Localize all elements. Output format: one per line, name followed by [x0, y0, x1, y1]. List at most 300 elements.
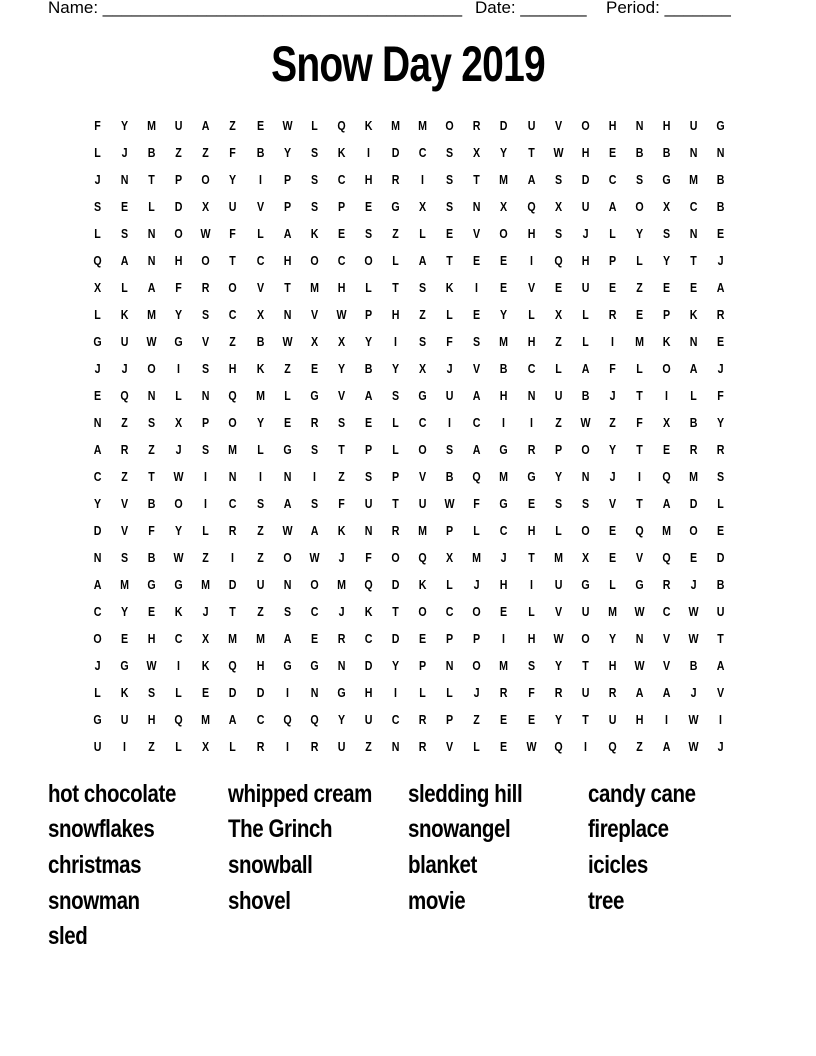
grid-letter[interactable]: E [121, 631, 129, 646]
grid-letter[interactable]: O [472, 604, 482, 619]
grid-letter[interactable]: R [391, 172, 400, 187]
grid-letter[interactable]: D [364, 658, 373, 673]
grid-letter[interactable]: P [364, 442, 373, 457]
grid-letter[interactable]: T [636, 442, 643, 457]
grid-letter[interactable]: V [662, 631, 671, 646]
grid-letter[interactable]: S [121, 550, 129, 565]
grid-letter[interactable]: W [282, 334, 293, 349]
grid-letter[interactable]: I [665, 712, 669, 727]
grid-letter[interactable]: M [634, 334, 644, 349]
grid-letter[interactable]: L [175, 739, 183, 754]
grid-letter[interactable]: N [147, 388, 156, 403]
grid-letter[interactable]: B [147, 496, 156, 511]
grid-letter[interactable]: E [500, 280, 508, 295]
grid-letter[interactable]: Z [256, 604, 264, 619]
grid-letter[interactable]: P [662, 307, 671, 322]
grid-letter[interactable]: M [228, 631, 238, 646]
grid-letter[interactable]: Z [636, 739, 643, 754]
grid-letter[interactable]: P [419, 658, 427, 673]
grid-letter[interactable]: N [283, 469, 292, 484]
grid-letter[interactable]: U [229, 199, 237, 214]
grid-letter[interactable]: B [662, 145, 671, 160]
grid-letter[interactable]: E [500, 712, 508, 727]
grid-letter[interactable]: W [553, 145, 564, 160]
grid-letter[interactable]: F [148, 523, 155, 538]
grid-letter[interactable]: T [527, 145, 535, 160]
grid-letter[interactable]: E [527, 496, 535, 511]
grid-letter[interactable]: G [310, 388, 319, 403]
grid-letter[interactable]: Q [635, 523, 644, 538]
grid-letter[interactable]: J [202, 604, 209, 619]
grid-letter[interactable]: J [338, 604, 345, 619]
grid-letter[interactable]: Y [717, 415, 725, 430]
grid-letter[interactable]: Y [554, 658, 562, 673]
grid-letter[interactable]: Q [364, 577, 373, 592]
grid-letter[interactable]: I [231, 550, 235, 565]
grid-letter[interactable]: S [148, 685, 156, 700]
grid-letter[interactable]: E [473, 307, 481, 322]
grid-letter[interactable]: W [634, 604, 645, 619]
grid-letter[interactable]: Q [526, 199, 536, 214]
grid-letter[interactable]: U [93, 739, 102, 754]
grid-letter[interactable]: R [120, 442, 129, 457]
grid-letter[interactable]: H [500, 388, 508, 403]
grid-letter[interactable]: R [256, 739, 264, 754]
grid-letter[interactable]: U [581, 685, 590, 700]
grid-letter[interactable]: J [609, 469, 616, 484]
grid-letter[interactable]: R [716, 307, 725, 322]
grid-letter[interactable]: E [635, 307, 643, 322]
grid-letter[interactable]: A [527, 172, 535, 187]
grid-letter[interactable]: H [581, 253, 590, 268]
grid-letter[interactable]: W [173, 469, 184, 484]
grid-letter[interactable]: L [609, 226, 616, 241]
grid-letter[interactable]: R [229, 523, 237, 538]
grid-letter[interactable]: Z [148, 739, 155, 754]
grid-letter[interactable]: A [418, 253, 427, 268]
grid-letter[interactable]: A [93, 577, 102, 592]
grid-letter[interactable]: A [93, 442, 102, 457]
grid-letter[interactable]: H [256, 658, 264, 673]
grid-letter[interactable]: Y [608, 442, 616, 457]
grid-letter[interactable]: A [473, 388, 481, 403]
grid-letter[interactable]: G [283, 442, 292, 457]
grid-letter[interactable]: L [229, 739, 237, 754]
grid-letter[interactable]: V [554, 604, 562, 619]
grid-letter[interactable]: U [120, 712, 129, 727]
grid-letter[interactable]: I [529, 253, 533, 268]
grid-letter[interactable]: L [94, 145, 101, 160]
grid-letter[interactable]: H [229, 361, 237, 376]
grid-letter[interactable]: Z [419, 307, 426, 322]
grid-letter[interactable]: K [120, 685, 129, 700]
grid-letter[interactable]: M [201, 577, 211, 592]
grid-letter[interactable]: X [500, 199, 508, 214]
grid-letter[interactable]: V [202, 334, 210, 349]
grid-letter[interactable]: O [662, 361, 671, 376]
grid-letter[interactable]: F [636, 415, 643, 430]
grid-letter[interactable]: L [94, 307, 101, 322]
grid-letter[interactable]: T [148, 469, 155, 484]
grid-letter[interactable]: R [662, 577, 671, 592]
grid-letter[interactable]: L [256, 442, 264, 457]
grid-letter[interactable]: E [337, 226, 345, 241]
grid-letter[interactable]: S [662, 226, 671, 241]
grid-letter[interactable]: V [662, 658, 671, 673]
grid-letter[interactable]: J [690, 685, 697, 700]
grid-letter[interactable]: G [499, 442, 509, 457]
grid-letter[interactable]: K [662, 334, 671, 349]
grid-letter[interactable]: M [147, 118, 157, 133]
grid-letter[interactable]: G [581, 577, 590, 592]
grid-letter[interactable]: Z [202, 550, 210, 565]
grid-letter[interactable]: I [123, 739, 127, 754]
grid-letter[interactable]: F [717, 388, 724, 403]
grid-letter[interactable]: G [147, 577, 156, 592]
grid-letter[interactable]: Z [256, 523, 264, 538]
grid-letter[interactable]: C [337, 253, 346, 268]
grid-letter[interactable]: I [177, 361, 181, 376]
grid-letter[interactable]: T [148, 172, 155, 187]
grid-letter[interactable]: U [120, 334, 129, 349]
grid-letter[interactable]: R [689, 442, 698, 457]
grid-letter[interactable]: Y [175, 523, 183, 538]
grid-letter[interactable]: V [337, 388, 345, 403]
grid-letter[interactable]: B [689, 658, 698, 673]
grid-letter[interactable]: B [364, 361, 373, 376]
grid-letter[interactable]: A [310, 523, 319, 538]
grid-letter[interactable]: N [445, 658, 454, 673]
grid-letter[interactable]: N [337, 658, 346, 673]
grid-letter[interactable]: Y [392, 361, 400, 376]
grid-letter[interactable]: W [309, 550, 320, 565]
grid-letter[interactable]: N [689, 334, 698, 349]
grid-letter[interactable]: V [446, 739, 454, 754]
grid-letter[interactable]: U [364, 496, 373, 511]
grid-letter[interactable]: N [283, 307, 292, 322]
grid-letter[interactable]: U [608, 712, 617, 727]
grid-letter[interactable]: W [688, 712, 699, 727]
grid-letter[interactable]: H [391, 307, 400, 322]
grid-letter[interactable]: H [364, 172, 373, 187]
grid-letter[interactable]: Q [337, 118, 346, 133]
grid-letter[interactable]: R [716, 442, 725, 457]
grid-letter[interactable]: N [93, 550, 102, 565]
grid-letter[interactable]: A [716, 658, 725, 673]
grid-letter[interactable]: X [662, 199, 671, 214]
grid-letter[interactable]: U [554, 577, 562, 592]
grid-letter[interactable]: D [229, 685, 237, 700]
grid-letter[interactable]: T [527, 550, 535, 565]
grid-letter[interactable]: W [634, 658, 645, 673]
grid-letter[interactable]: C [310, 604, 319, 619]
grid-letter[interactable]: S [581, 496, 589, 511]
grid-letter[interactable]: V [121, 523, 129, 538]
grid-letter[interactable]: N [229, 469, 237, 484]
grid-letter[interactable]: Y [283, 145, 291, 160]
grid-letter[interactable]: V [310, 307, 318, 322]
grid-letter[interactable]: V [608, 496, 616, 511]
grid-letter[interactable]: T [636, 496, 643, 511]
grid-letter[interactable]: Z [554, 415, 562, 430]
grid-letter[interactable]: C [445, 604, 454, 619]
grid-letter[interactable]: B [445, 469, 454, 484]
grid-letter[interactable]: J [690, 577, 697, 592]
grid-letter[interactable]: S [473, 334, 481, 349]
grid-letter[interactable]: L [636, 361, 643, 376]
grid-letter[interactable]: V [256, 199, 264, 214]
grid-letter[interactable]: C [527, 361, 535, 376]
grid-letter[interactable]: D [391, 631, 400, 646]
grid-letter[interactable]: O [581, 631, 590, 646]
grid-letter[interactable]: J [175, 442, 182, 457]
grid-letter[interactable]: F [365, 550, 372, 565]
grid-letter[interactable]: Z [256, 550, 264, 565]
grid-letter[interactable]: H [147, 631, 156, 646]
grid-letter[interactable]: H [364, 685, 373, 700]
grid-letter[interactable]: B [256, 145, 264, 160]
grid-letter[interactable]: F [473, 496, 481, 511]
grid-letter[interactable]: Z [175, 145, 183, 160]
grid-letter[interactable]: I [610, 334, 614, 349]
grid-letter[interactable]: Z [338, 469, 345, 484]
grid-letter[interactable]: M [689, 469, 699, 484]
grid-letter[interactable]: K [364, 604, 373, 619]
grid-letter[interactable]: K [120, 307, 129, 322]
grid-letter[interactable]: R [500, 685, 508, 700]
grid-letter[interactable]: D [174, 199, 183, 214]
grid-letter[interactable]: T [229, 253, 237, 268]
grid-letter[interactable]: S [419, 334, 427, 349]
grid-letter[interactable]: G [174, 334, 183, 349]
grid-letter[interactable]: L [446, 685, 454, 700]
grid-letter[interactable]: O [581, 442, 590, 457]
grid-letter[interactable]: J [609, 388, 616, 403]
grid-letter[interactable]: T [636, 388, 643, 403]
grid-letter[interactable]: M [228, 442, 238, 457]
grid-letter[interactable]: D [93, 523, 102, 538]
grid-letter[interactable]: A [689, 361, 698, 376]
grid-letter[interactable]: L [609, 577, 616, 592]
grid-letter[interactable]: O [310, 253, 319, 268]
grid-letter[interactable]: L [419, 226, 426, 241]
grid-letter[interactable]: Y [337, 361, 345, 376]
grid-letter[interactable]: F [229, 226, 237, 241]
grid-letter[interactable]: L [175, 388, 183, 403]
grid-letter[interactable]: O [499, 226, 509, 241]
grid-letter[interactable]: S [554, 496, 562, 511]
grid-letter[interactable]: I [719, 712, 723, 727]
grid-letter[interactable]: O [147, 361, 156, 376]
grid-letter[interactable]: K [310, 226, 319, 241]
grid-letter[interactable]: E [717, 226, 725, 241]
grid-letter[interactable]: Z [229, 334, 237, 349]
grid-letter[interactable]: W [688, 739, 699, 754]
grid-letter[interactable]: T [717, 631, 724, 646]
grid-letter[interactable]: R [608, 685, 617, 700]
grid-letter[interactable]: I [285, 739, 289, 754]
grid-letter[interactable]: P [554, 442, 562, 457]
grid-letter[interactable]: S [310, 145, 318, 160]
grid-letter[interactable]: M [255, 388, 265, 403]
grid-letter[interactable]: H [500, 577, 508, 592]
grid-letter[interactable]: X [419, 361, 427, 376]
grid-letter[interactable]: J [446, 361, 453, 376]
grid-letter[interactable]: L [283, 388, 291, 403]
grid-letter[interactable]: O [174, 496, 183, 511]
grid-letter[interactable]: A [662, 685, 671, 700]
grid-letter[interactable]: W [282, 523, 293, 538]
grid-letter[interactable]: O [283, 550, 292, 565]
grid-letter[interactable]: G [120, 658, 129, 673]
grid-letter[interactable]: S [202, 442, 210, 457]
grid-letter[interactable]: I [502, 415, 506, 430]
grid-letter[interactable]: Y [392, 658, 400, 673]
grid-letter[interactable]: L [554, 523, 562, 538]
grid-letter[interactable]: S [256, 496, 264, 511]
grid-letter[interactable]: S [527, 658, 535, 673]
grid-letter[interactable]: Z [121, 415, 128, 430]
grid-letter[interactable]: L [392, 442, 399, 457]
grid-letter[interactable]: N [147, 253, 156, 268]
grid-letter[interactable]: C [418, 415, 427, 430]
grid-letter[interactable]: N [581, 469, 590, 484]
grid-letter[interactable]: J [94, 361, 101, 376]
grid-letter[interactable]: W [553, 631, 564, 646]
grid-letter[interactable]: D [391, 145, 400, 160]
grid-letter[interactable]: S [392, 388, 400, 403]
grid-letter[interactable]: N [391, 739, 400, 754]
grid-letter[interactable]: S [554, 172, 562, 187]
grid-letter[interactable]: W [336, 307, 347, 322]
grid-letter[interactable]: M [499, 469, 509, 484]
grid-letter[interactable]: S [419, 280, 427, 295]
grid-letter[interactable]: A [283, 631, 292, 646]
grid-letter[interactable]: W [688, 604, 699, 619]
grid-letter[interactable]: G [635, 577, 644, 592]
grid-letter[interactable]: U [716, 604, 725, 619]
grid-letter[interactable]: A [283, 496, 292, 511]
grid-letter[interactable]: J [717, 253, 724, 268]
grid-letter[interactable]: W [146, 658, 157, 673]
grid-letter[interactable]: M [499, 172, 509, 187]
grid-letter[interactable]: X [256, 307, 264, 322]
grid-letter[interactable]: M [689, 172, 699, 187]
grid-letter[interactable]: I [285, 685, 289, 700]
grid-letter[interactable]: O [228, 280, 238, 295]
grid-letter[interactable]: L [392, 415, 399, 430]
grid-letter[interactable]: E [310, 361, 318, 376]
grid-letter[interactable]: M [336, 577, 346, 592]
grid-letter[interactable]: X [310, 334, 318, 349]
grid-letter[interactable]: F [175, 280, 183, 295]
grid-letter[interactable]: S [554, 226, 562, 241]
grid-letter[interactable]: S [446, 172, 454, 187]
grid-letter[interactable]: D [391, 577, 400, 592]
grid-letter[interactable]: A [581, 361, 590, 376]
grid-letter[interactable]: Q [283, 712, 292, 727]
grid-letter[interactable]: H [608, 658, 617, 673]
grid-letter[interactable]: M [607, 604, 617, 619]
grid-letter[interactable]: S [635, 172, 643, 187]
grid-letter[interactable]: P [283, 172, 291, 187]
grid-letter[interactable]: E [662, 280, 671, 295]
grid-letter[interactable]: W [282, 118, 293, 133]
grid-letter[interactable]: G [337, 685, 346, 700]
grid-letter[interactable]: Z [229, 118, 237, 133]
grid-letter[interactable]: M [201, 712, 211, 727]
grid-letter[interactable]: E [121, 199, 129, 214]
grid-letter[interactable]: E [283, 415, 291, 430]
grid-letter[interactable]: T [338, 442, 345, 457]
grid-letter[interactable]: Z [609, 415, 616, 430]
grid-letter[interactable]: R [527, 442, 535, 457]
grid-letter[interactable]: E [93, 388, 102, 403]
grid-letter[interactable]: L [419, 685, 426, 700]
grid-letter[interactable]: H [527, 334, 535, 349]
grid-letter[interactable]: A [283, 226, 292, 241]
grid-letter[interactable]: E [473, 253, 481, 268]
grid-letter[interactable]: N [364, 523, 373, 538]
grid-letter[interactable]: I [258, 172, 262, 187]
grid-letter[interactable]: C [93, 604, 102, 619]
grid-letter[interactable]: G [499, 496, 509, 511]
grid-letter[interactable]: Y [93, 496, 102, 511]
grid-letter[interactable]: S [337, 415, 345, 430]
grid-letter[interactable]: V [256, 280, 264, 295]
grid-letter[interactable]: M [499, 658, 509, 673]
grid-letter[interactable]: P [175, 172, 183, 187]
grid-letter[interactable]: Y [337, 712, 345, 727]
grid-letter[interactable]: U [174, 118, 183, 133]
grid-letter[interactable]: L [175, 685, 183, 700]
grid-letter[interactable]: K [689, 307, 698, 322]
grid-letter[interactable]: C [229, 307, 237, 322]
grid-letter[interactable]: K [256, 361, 264, 376]
grid-letter[interactable]: L [446, 577, 454, 592]
grid-letter[interactable]: I [583, 739, 587, 754]
grid-letter[interactable]: W [526, 739, 537, 754]
grid-letter[interactable]: S [202, 307, 210, 322]
grid-letter[interactable]: D [500, 118, 508, 133]
grid-letter[interactable]: S [364, 226, 373, 241]
grid-letter[interactable]: P [283, 199, 291, 214]
grid-letter[interactable]: Z [392, 226, 399, 241]
grid-letter[interactable]: V [419, 469, 427, 484]
grid-letter[interactable]: G [283, 658, 292, 673]
grid-letter[interactable]: E [717, 334, 725, 349]
grid-letter[interactable]: K [364, 118, 373, 133]
grid-letter[interactable]: A [364, 388, 373, 403]
grid-letter[interactable]: Q [174, 712, 183, 727]
grid-letter[interactable]: M [391, 118, 401, 133]
grid-letter[interactable]: A [662, 496, 671, 511]
grid-letter[interactable]: B [716, 172, 725, 187]
grid-letter[interactable]: R [310, 739, 319, 754]
grid-letter[interactable]: P [446, 631, 454, 646]
grid-letter[interactable]: M [472, 550, 482, 565]
grid-letter[interactable]: Z [202, 145, 210, 160]
grid-letter[interactable]: E [202, 685, 210, 700]
grid-letter[interactable]: J [717, 361, 724, 376]
grid-letter[interactable]: C [473, 415, 481, 430]
grid-letter[interactable]: S [310, 496, 318, 511]
grid-letter[interactable]: T [446, 253, 454, 268]
grid-letter[interactable]: V [121, 496, 129, 511]
grid-letter[interactable]: M [418, 523, 428, 538]
grid-letter[interactable]: L [202, 523, 210, 538]
grid-letter[interactable]: L [121, 280, 128, 295]
